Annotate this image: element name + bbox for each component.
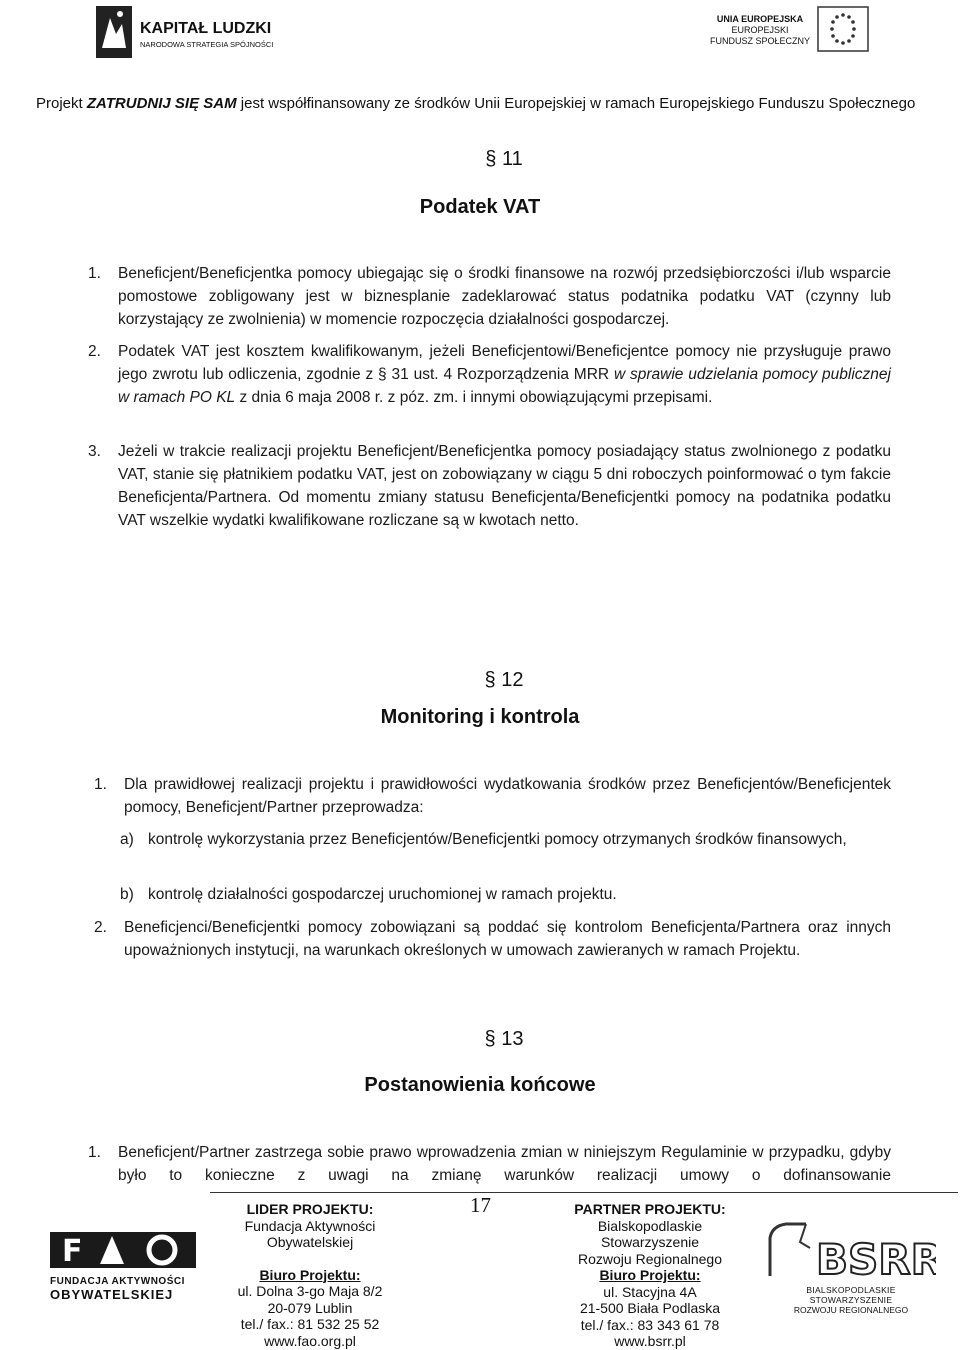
eu-flag-icon bbox=[817, 6, 869, 52]
leader-label: LIDER PROJEKTU: bbox=[246, 1201, 374, 1217]
partner-tel: tel./ fax.: 83 343 61 78 bbox=[580, 1316, 720, 1333]
fao-line2: OBYWATELSKIEJ bbox=[50, 1287, 174, 1302]
section-12-number: § 12 bbox=[484, 669, 524, 691]
leader-biuro: Biuro Projektu: bbox=[259, 1266, 361, 1283]
s12-sub-a-text: kontrolę wykorzystania przez Beneficjentów/Beneficjentki pomocy otrzymanych środków finansowych, bbox=[148, 831, 847, 848]
section-13-title: Postanowienia końcowe bbox=[364, 1074, 596, 1096]
bsrr-line1: BIALSKOPODLASKIE STOWARZYSZENIE bbox=[806, 1285, 896, 1305]
fao-logo bbox=[50, 1232, 200, 1302]
s11-item-2-text-b: z dnia 6 maja 2008 r. z póz. zm. i innymi obowiązującymi przepisami. bbox=[235, 389, 713, 406]
s11-item-2 bbox=[88, 340, 891, 409]
s12-item-1-number: 1. bbox=[94, 776, 107, 793]
s12-sub-b bbox=[120, 883, 891, 906]
footer-leader bbox=[210, 1201, 410, 1349]
page-number: 17 bbox=[470, 1193, 491, 1217]
bsrr-line2: ROZWOJU REGIONALNEGO bbox=[793, 1305, 909, 1315]
s12-sub-b-text: kontrolę działalności gospodarczej uruchomionej w ramach projektu. bbox=[148, 886, 617, 903]
footer-divider bbox=[210, 1192, 958, 1193]
bsrr-logo bbox=[766, 1218, 936, 1313]
fao-logo-icon bbox=[50, 1232, 196, 1268]
s13-item-1 bbox=[118, 1141, 891, 1187]
s11-item-2-italic: w sprawie udzielania pomocy publicznej w ramach PO KL bbox=[118, 366, 891, 406]
s11-item-3 bbox=[88, 440, 891, 532]
leader-www[interactable]: www.fao.org.pl bbox=[264, 1332, 356, 1349]
s12-item-2-number: 2. bbox=[94, 919, 107, 936]
partner-addr-1: ul. Stacyjna 4A bbox=[603, 1283, 697, 1300]
section-12-title: Monitoring i kontrola bbox=[380, 706, 580, 728]
footer-partner bbox=[550, 1201, 750, 1350]
s12-item-1-text: Dla prawidłowej realizacji projektu i prawidłowości wydatkowania środków przez Beneficjentów/Beneficjentek pomocy, Beneficjent/Partner przeprowadza: bbox=[124, 776, 891, 816]
s12-sub-b-letter: b) bbox=[120, 886, 134, 903]
s12-sub-a bbox=[120, 828, 891, 851]
leader-name-2: Obywatelskiej bbox=[266, 1234, 354, 1250]
section-11-number: § 11 bbox=[485, 148, 523, 170]
project-suffix: jest współfinansowany ze środków Unii Europejskiej w ramach Europejskiego Funduszu Społecznego bbox=[240, 95, 916, 112]
s11-item-1 bbox=[88, 262, 891, 331]
leader-tel: tel./ fax.: 81 532 25 52 bbox=[240, 1316, 380, 1332]
section-13-number: § 13 bbox=[484, 1028, 524, 1050]
partner-name-2: Stowarzyszenie bbox=[600, 1234, 700, 1250]
partner-biuro: Biuro Projektu: bbox=[599, 1267, 701, 1283]
kapital-ludzki-title: KAPITAŁ LUDZKI bbox=[140, 20, 272, 37]
s13-item-1-text: Beneficjent/Partner zastrzega sobie prawo wprowadzenia zmian w niniejszym Regulaminie w przypadku, gdyby było to konieczne z uwagi na zmianę warunków realizacji umowy o dofinansowanie bbox=[118, 1144, 891, 1184]
s13-item-1-number: 1. bbox=[88, 1144, 101, 1161]
leader-addr-1: ul. Dolna 3-go Maja 8/2 bbox=[237, 1283, 383, 1299]
s11-item-3-number: 3. bbox=[88, 443, 101, 460]
project-prefix: Projekt bbox=[36, 95, 83, 112]
project-header-line bbox=[36, 95, 936, 112]
s12-item-2-text: Beneficjenci/Beneficjentki pomocy zobowiązani są poddać się kontrolom Beneficjenta/Partnera oraz innych upoważnionych instytucji, na warunkach określonych w umowach zawieranych w ramach Projektu. bbox=[124, 919, 891, 959]
kapital-ludzki-logo bbox=[92, 4, 282, 62]
project-name: ZATRUDNIJ SIĘ SAM bbox=[86, 95, 237, 112]
s11-item-2-text-a: Podatek VAT jest kosztem kwalifikowanym, jeżeli Beneficjentowi/Beneficjentce pomocy nie przysługuje prawo jego zwrotu lub odliczenia, zgodnie z § 31 ust. 4 Rozporządzenia MRR bbox=[118, 343, 891, 383]
leader-addr-2: 20-079 Lublin bbox=[267, 1299, 353, 1316]
bsrr-logo-icon bbox=[766, 1218, 936, 1280]
s11-item-1-number: 1. bbox=[88, 265, 101, 282]
s11-item-2-text bbox=[118, 340, 891, 409]
s11-item-1-text: Beneficjent/Beneficjentka pomocy ubiegając się o środki finansowe na rozwój przedsiębiorczości i/lub wsparcie pomostowe zobligowany jest w biznesplanie zadeklarować status podatnika podatku VAT (czynny lub korzystający ze zwolnienia) w momencie rozpoczęcia działalności gospodarczej. bbox=[118, 265, 891, 328]
partner-name-3: Rozwoju Regionalnego bbox=[578, 1250, 722, 1267]
svg-text:F: F bbox=[62, 1234, 83, 1268]
s11-item-3-text: Jeżeli w trakcie realizacji projektu Beneficjent/Beneficjentka pomocy posiadający status zwolnionego z podatku VAT, stanie się płatnikiem podatku VAT, jest on zobowiązany w ciągu 5 dni roboczych poinformować o tym fakcie Beneficjenta/Partnera. Od momentu zmiany statusu Beneficjenta/Beneficjentki pomocy na podatnika podatku VAT wszelkie wydatki kwalifikowane rozliczane są w kwotach netto. bbox=[118, 443, 891, 529]
svg-text:BSRR: BSRR bbox=[816, 1235, 936, 1280]
s12-item-1 bbox=[94, 773, 891, 819]
partner-label: PARTNER PROJEKTU: bbox=[574, 1201, 726, 1217]
kapital-ludzki-subtitle: NARODOWA STRATEGIA SPÓJNOŚCI bbox=[140, 40, 274, 49]
s12-sub-a-letter: a) bbox=[120, 831, 134, 848]
eu-line2: EUROPEJSKI bbox=[731, 25, 789, 35]
section-11-title: Podatek VAT bbox=[419, 196, 541, 218]
fao-line1: FUNDACJA AKTYWNOŚCI bbox=[50, 1276, 185, 1287]
eu-line1: UNIA EUROPEJSKA bbox=[716, 14, 804, 24]
s11-item-2-number: 2. bbox=[88, 343, 101, 360]
eu-line3: FUNDUSZ SPOŁECZNY bbox=[709, 36, 810, 46]
partner-name-1: Bialskopodlaskie bbox=[597, 1217, 703, 1234]
partner-addr-2: 21-500 Biała Podlaska bbox=[579, 1300, 721, 1316]
partner-www[interactable]: www.bsrr.pl bbox=[614, 1333, 686, 1349]
s12-item-2 bbox=[94, 916, 891, 962]
eu-logo bbox=[705, 6, 875, 56]
leader-name-1: Fundacja Aktywności bbox=[244, 1217, 376, 1234]
